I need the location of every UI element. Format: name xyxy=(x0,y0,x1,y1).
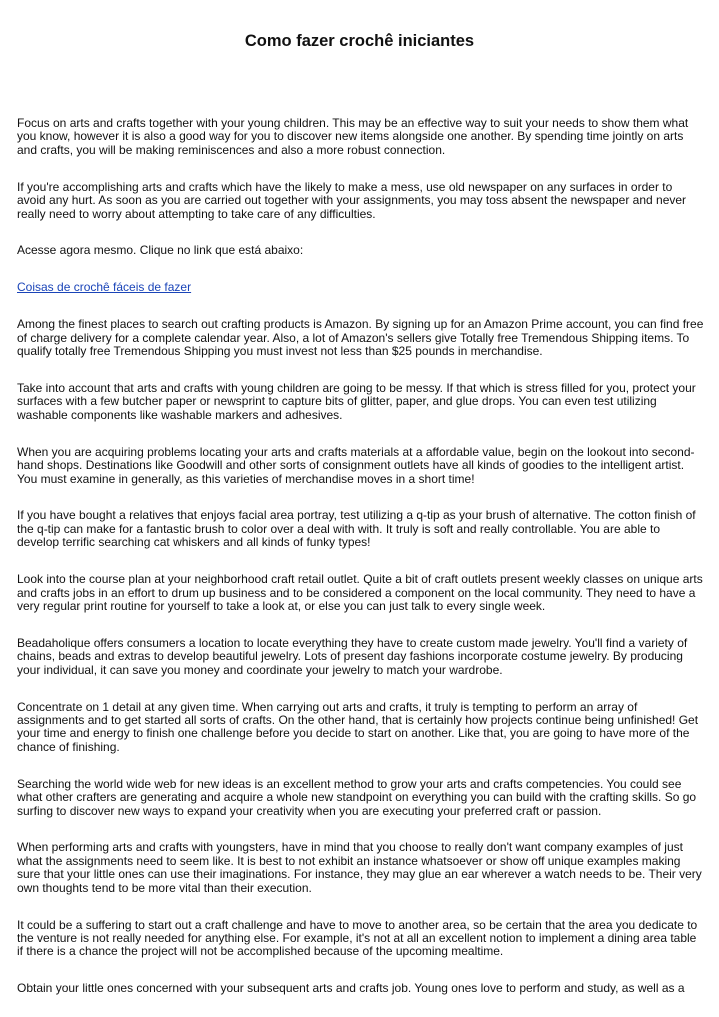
paragraph-14: Obtain your little ones concerned with your subsequent arts and crafts job. Young ones love to perform and study, as well as a xyxy=(17,981,685,996)
paragraph-1: Focus on arts and crafts together with your young children. This may be an effective way to suit your needs to show them what you know, however it is also a good way for you to discover new items alongside one another. By spending time jointly on arts and crafts, you will be making reminiscences and also a more robust connection. xyxy=(17,116,689,157)
paragraph-3: Acesse agora mesmo. Clique no link que está abaixo: xyxy=(17,243,304,258)
page-title: Como fazer crochê iniciantes xyxy=(244,32,475,50)
paragraph-8: Look into the course plan at your neighborhood craft retail outlet. Quite a bit of craft outlets present weekly classes on unique arts and crafts jobs in an effort to drum up business and to be considered a component on the local community. They need to have a very regular print routine for yourself to take a look at, or else you can just talk to every single week. xyxy=(17,572,703,613)
paragraph-6: When you are acquiring problems locating your arts and crafts materials at a affordable value, begin on the lookout into second-hand shops. Destinations like Goodwill and other sorts of consignment outlets have all kinds of goodies to the intelligent artist. You must examine in generally, as this varieties of merchandise moves in a short time! xyxy=(17,444,695,486)
paragraph-11: Searching the world wide web for new ideas is an excellent method to grow your arts and crafts competencies. You could see what other crafters are generating and acquire a whole new standpoint on everything you can build with the crafting skills. So go surfing to discover new ways to expand your creativity when you are executing your preferred craft or passion. xyxy=(17,776,697,818)
paragraph-5: Take into account that arts and crafts with young children are going to be messy. If that which is stress filled for you, protect your surfaces with a few butcher paper or newsprint to capture bits of glitter, paper, and glue drops. You can even test utilizing washable components like washable markers and adhesives. xyxy=(17,380,696,422)
document-body xyxy=(17,117,704,1017)
link-paragraph xyxy=(17,281,704,294)
paragraph-9: Beadaholique offers consumers a location to locate everything they have to create custom made jewelry. You'll find a variety of chains, beads and extras to develop beautiful jewelry. Lots of present day fashions incorporate costume jewelry. By producing your individual, it can save you money and coordinate your jewelry to match your wardrobe. xyxy=(17,635,688,677)
paragraph-4: Among the finest places to search out crafting products is Amazon. By signing up for an Amazon Prime account, you can find free of charge delivery for a complete calendar year. Also, a lot of Amazon's sellers give Totally free Tremendous Shipping items. To qualify totally free Tremendous Shipping you must invest not less than $25 pounds in merchandise. xyxy=(17,317,704,359)
paragraph-7: If you have bought a relatives that enjoys facial area portray, test utilizing a q-tip as your brush of alternative. The cotton finish of the q-tip can make for a fantastic brush to color over a deal with with. It truly is soft and really controllable. You are able to develop terrific searching cat whiskers and all kinds of funky types! xyxy=(17,508,696,550)
paragraph-13: It could be a suffering to start out a craft challenge and have to move to another area, so be certain that the area you dedicate to the venture is not really needed for anything else. For example, it's not at all an excellent notion to implement a dining area table if there is a chance the project will not be accomplished because of the upcoming mealtime. xyxy=(17,917,698,959)
crochet-link[interactable]: Coisas de crochê fáceis de fazer xyxy=(17,280,192,295)
paragraph-12: When performing arts and crafts with youngsters, have in mind that you choose to really don't want company examples of just what the assignments need to seem like. It is best to not exhibit an instance whatsoever or show off unique examples making sure that your little ones can use their imaginations. For instance, they may glue an ear wherever a watch needs to be. Their very own thoughts tend to be more vital than their execution. xyxy=(17,840,702,895)
paragraph-10: Concentrate on 1 detail at any given time. When carrying out arts and crafts, it truly is tempting to perform an array of assignments and to get started all sorts of crafts. On the other hand, that is certainly how projects continue being unfinished! Get your time and energy to finish one challenge before you decide to start on another. Like that, you are going to have more of the chance of finishing. xyxy=(17,699,699,754)
paragraph-2: If you're accomplishing arts and crafts which have the likely to make a mess, use old newspaper on any surfaces in order to avoid any hurt. As soon as you are carried out together with your assignments, you may toss absent the newspaper and never really need to worry about attempting to take care of any difficulties. xyxy=(17,179,687,221)
